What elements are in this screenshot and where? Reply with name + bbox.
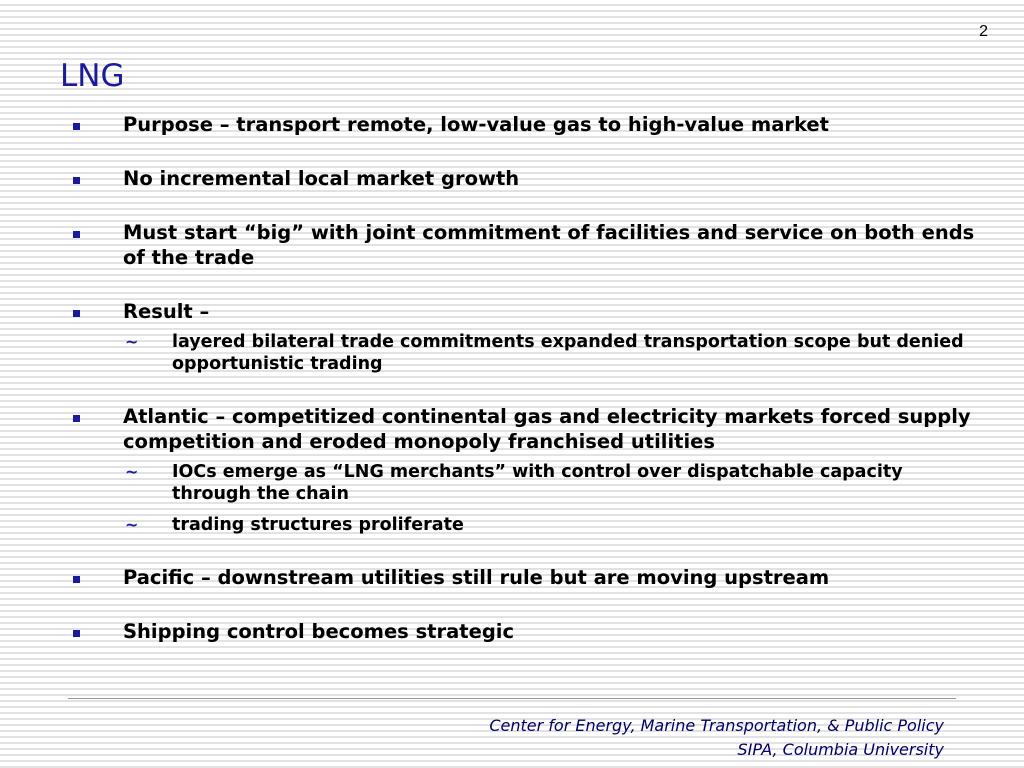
sub-bullet-text: trading structures proliferate — [172, 515, 464, 535]
square-bullet-icon — [73, 231, 80, 238]
sub-bullet-item — [123, 514, 980, 536]
page-number: 2 — [979, 23, 988, 40]
bullet-text: Shipping control becomes strategic — [123, 620, 515, 643]
sub-bullet-text: IOCs emerge as “LNG merchants” with control over dispatchable capacity through the chain — [172, 462, 903, 504]
bullet-item — [70, 220, 980, 270]
bullet-item — [70, 619, 980, 644]
bullet-list — [70, 112, 980, 673]
bullet-text: Result – — [123, 300, 210, 323]
tilde-bullet-icon: ~ — [125, 332, 139, 351]
tilde-bullet-icon: ~ — [125, 515, 139, 534]
square-bullet-icon — [73, 123, 80, 130]
bullet-item — [70, 166, 980, 191]
square-bullet-icon — [73, 310, 80, 317]
bullet-text: Atlantic – competitized continental gas and electricity markets forced supply competition and eroded monopoly franchised utilities — [123, 405, 971, 453]
footer-line-2: SIPA, Columbia University — [737, 740, 944, 759]
bullet-text: Must start “big” with joint commitment of facilities and service on both ends of the trade — [123, 221, 975, 269]
sub-bullet-list — [123, 331, 980, 375]
sub-bullet-list — [123, 461, 980, 536]
footer-line-1: Center for Energy, Marine Transportation, & Public Policy — [489, 716, 944, 735]
footer-divider — [68, 698, 956, 699]
square-bullet-icon — [73, 630, 80, 637]
tilde-bullet-icon: ~ — [125, 462, 139, 481]
square-bullet-icon — [73, 177, 80, 184]
footer — [489, 714, 944, 762]
sub-bullet-text: layered bilateral trade commitments expanded transportation scope but denied opportunistic trading — [172, 332, 964, 374]
slide-title: LNG — [60, 58, 125, 94]
bullet-item — [70, 112, 980, 137]
bullet-text: No incremental local market growth — [123, 167, 520, 190]
square-bullet-icon — [73, 415, 80, 422]
bullet-text: Purpose – transport remote, low-value gas to high-value market — [123, 113, 829, 136]
square-bullet-icon — [73, 576, 80, 583]
bullet-item — [70, 299, 980, 375]
bullet-item — [70, 404, 980, 536]
bullet-text: Pacific – downstream utilities still rule but are moving upstream — [123, 566, 830, 589]
bullet-item — [70, 565, 980, 590]
sub-bullet-item — [123, 461, 980, 505]
sub-bullet-item — [123, 331, 980, 375]
